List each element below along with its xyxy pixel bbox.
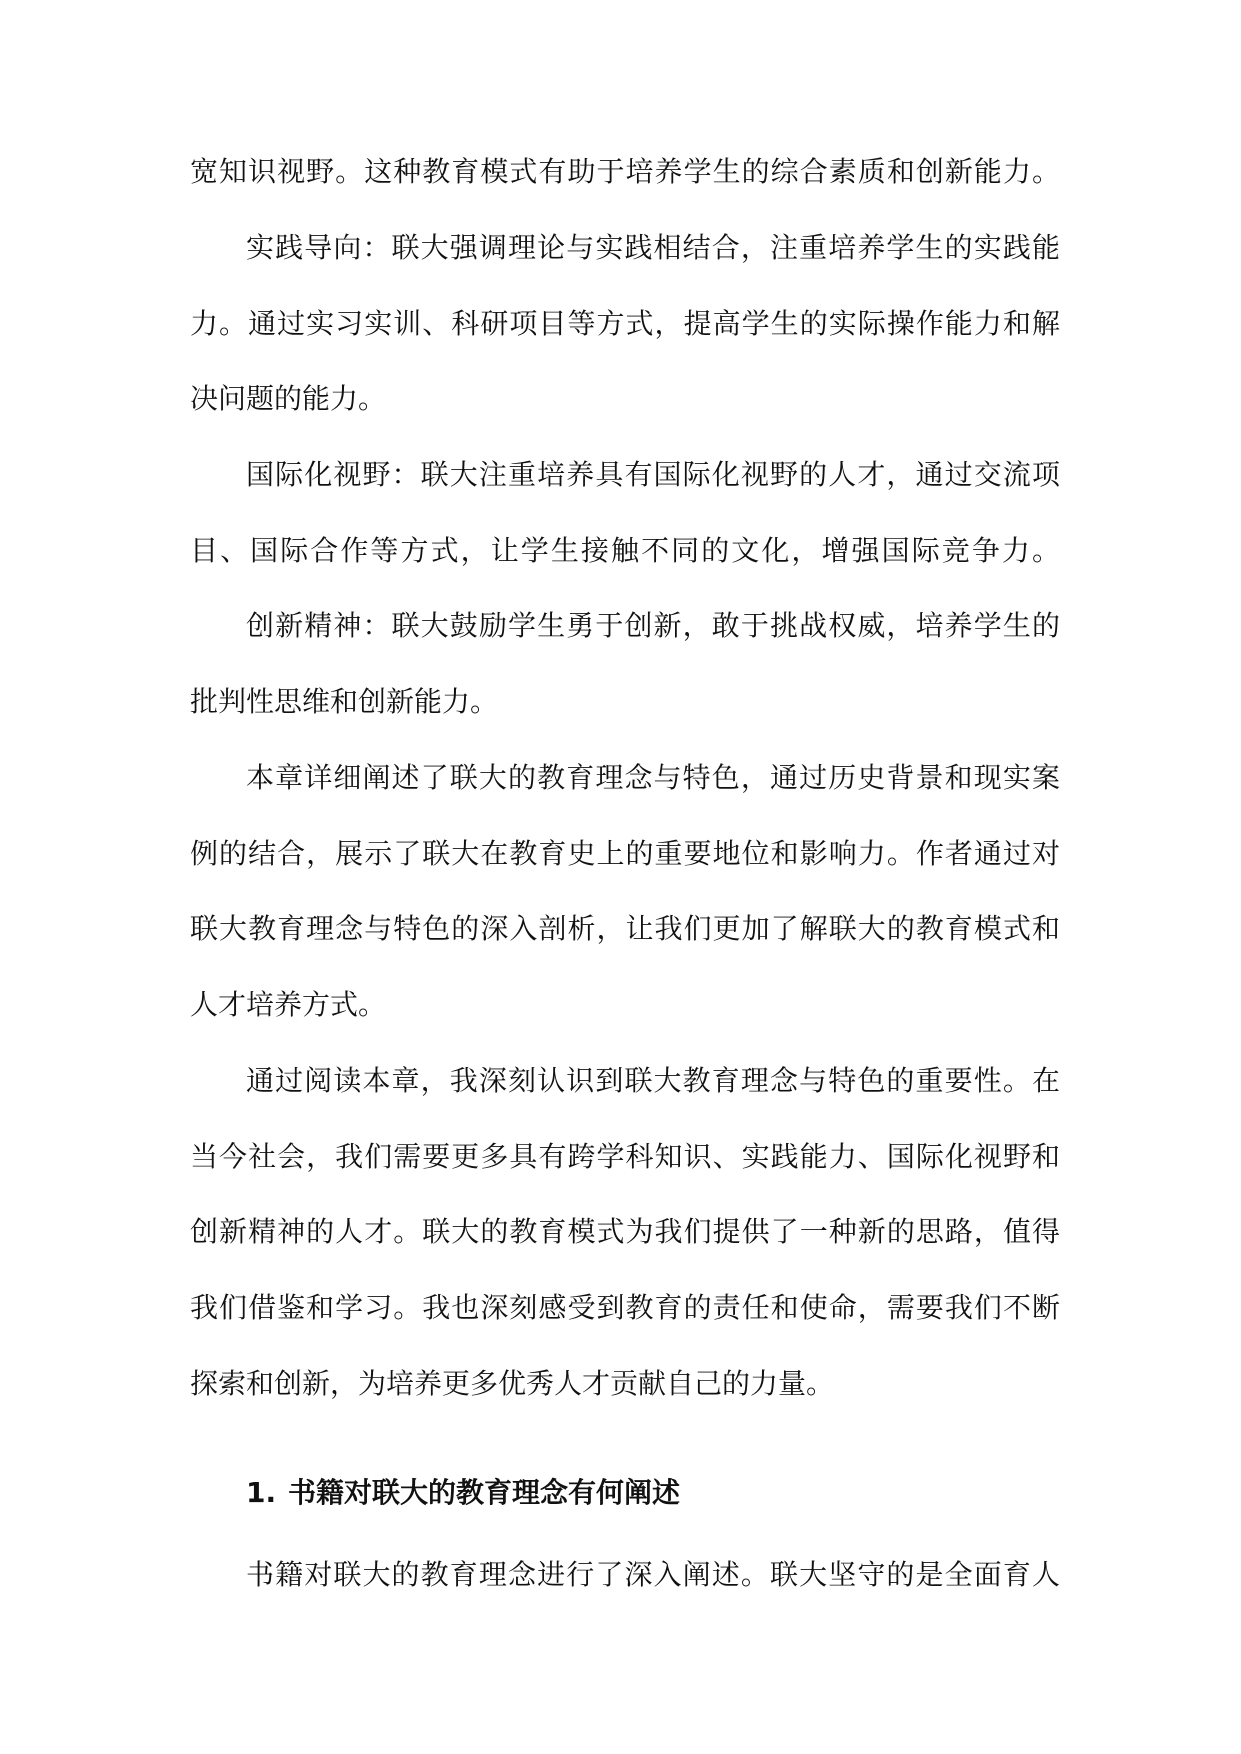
paragraph-line: 本章详细阐述了联大的教育理念与特色，通过历史背景和现实案 [246,761,1060,794]
paragraph-line: 当今社会，我们需要更多具有跨学科知识、实践能力、国际化视野和 [190,1140,1060,1173]
paragraph-line: 批判性思维和创新能力。 [190,685,499,718]
paragraph-line: 宽知识视野。这种教育模式有助于培养学生的综合素质和创新能力。 [190,155,1060,188]
paragraph-line: 书籍对联大的教育理念进行了深入阐述。联大坚守的是全面育人 [246,1558,1060,1591]
paragraph-line: 目、国际合作等方式，让学生接触不同的文化，增强国际竞争力。 [190,534,1060,567]
paragraph-line: 创新精神：联大鼓励学生勇于创新，敢于挑战权威，培养学生的 [246,609,1060,642]
paragraph-line: 力。通过实习实训、科研项目等方式，提高学生的实际操作能力和解 [190,307,1060,340]
paragraph-line: 我们借鉴和学习。我也深刻感受到教育的责任和使命，需要我们不断 [190,1291,1060,1324]
paragraph-line: 人才培养方式。 [190,988,387,1021]
paragraph-line: 决问题的能力。 [190,382,387,415]
paragraph-line: 联大教育理念与特色的深入剖析，让我们更加了解联大的教育模式和 [190,912,1060,945]
paragraph-line: 例的结合，展示了联大在教育史上的重要地位和影响力。作者通过对 [190,837,1060,870]
section-number: 1. [246,1476,277,1509]
paragraph-line: 通过阅读本章，我深刻认识到联大教育理念与特色的重要性。在 [246,1064,1060,1097]
section-heading [246,1473,680,1513]
paragraph-line: 实践导向：联大强调理论与实践相结合，注重培养学生的实践能 [246,231,1060,264]
paragraph-line: 探索和创新，为培养更多优秀人才贡献自己的力量。 [190,1367,835,1400]
paragraph-line: 国际化视野：联大注重培养具有国际化视野的人才，通过交流项 [246,458,1060,491]
paragraph-line: 创新精神的人才。联大的教育模式为我们提供了一种新的思路，值得 [190,1215,1060,1248]
section-title: 书籍对联大的教育理念有何阐述 [288,1476,681,1509]
